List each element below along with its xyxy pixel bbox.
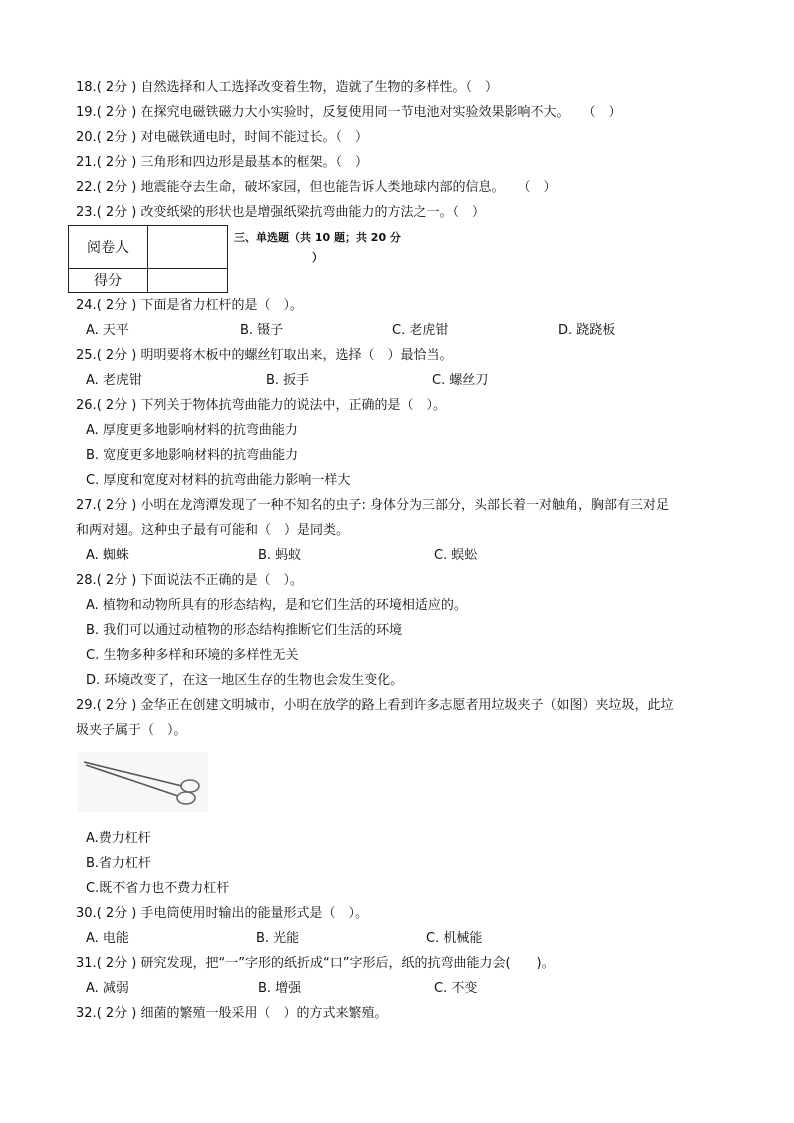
question-31: 31.( 2分 ) 研究发现，把“一”字形的纸折成“口”字形后，纸的抗弯曲能力会( )。 — [76, 956, 555, 971]
score-cell[interactable] — [148, 268, 228, 292]
option-b[interactable]: B. 增强 — [258, 981, 302, 996]
question-27-continued: 和两对翅。这种虫子最有可能和（ ）是同类。 — [76, 523, 350, 538]
option-b[interactable]: B. 镊子 — [240, 323, 284, 338]
score-table — [68, 225, 228, 293]
question-24-options — [86, 322, 766, 340]
option-a[interactable]: A. 蜘蛛 — [86, 548, 129, 563]
question-28-option-d[interactable]: D. 环境改变了，在这一地区生存的生物也会发生变化。 — [86, 673, 404, 688]
section-header: 三、单选题（共 10 题；共 20 分 — [234, 231, 401, 244]
option-c[interactable]: C. 蜈蚣 — [434, 548, 478, 563]
question-18: 18.( 2分 ) 自然选择和人工选择改变着生物，造就了生物的多样性。（ ） — [76, 80, 499, 95]
question-31-options — [86, 980, 766, 998]
option-d[interactable]: D. 跷跷板 — [558, 323, 616, 338]
section-header-close: ） — [312, 251, 323, 264]
question-28-option-b[interactable]: B. 我们可以通过动植物的形态结构推断它们生活的环境 — [86, 623, 403, 638]
option-a[interactable]: A. 电能 — [86, 931, 129, 946]
question-23: 23.( 2分 ) 改变纸梁的形状也是增强纸梁抗弯曲能力的方法之一。（ ） — [76, 205, 486, 220]
question-22: 22.( 2分 ) 地震能夺去生命，破坏家园，但也能告诉人类地球内部的信息。 （ ） — [76, 180, 557, 195]
question-20: 20.( 2分 ) 对电磁铁通电时，时间不能过长。（ ） — [76, 130, 369, 145]
question-30-options — [86, 930, 766, 948]
question-27-options — [86, 547, 766, 565]
question-30: 30.( 2分 ) 手电筒使用时输出的能量形式是（ ）。 — [76, 906, 369, 921]
question-24: 24.( 2分 ) 下面是省力杠杆的是（ ）。 — [76, 298, 304, 313]
question-21: 21.( 2分 ) 三角形和四边形是最基本的框架。（ ） — [76, 155, 369, 170]
option-c[interactable]: C. 机械能 — [426, 931, 483, 946]
option-c[interactable]: C. 不变 — [434, 981, 478, 996]
option-b[interactable]: B. 光能 — [256, 931, 300, 946]
question-26: 26.( 2分 ) 下列关于物体抗弯曲能力的说法中，正确的是（ ）。 — [76, 398, 447, 413]
question-28-option-a[interactable]: A. 植物和动物所具有的形态结构，是和它们生活的环境相适应的。 — [86, 598, 467, 613]
option-a[interactable]: A. 老虎钳 — [86, 373, 142, 388]
question-26-option-c[interactable]: C. 厚度和宽度对材料的抗弯曲能力影响一样大 — [86, 473, 351, 488]
question-29: 29.( 2分 ) 金华正在创建文明城市，小明在放学的路上看到许多志愿者用垃圾夹子（如图）夹垃圾，此垃 — [76, 698, 674, 713]
question-32: 32.( 2分 ) 细菌的繁殖一般采用（ ）的方式来繁殖。 — [76, 1006, 388, 1021]
question-25: 25.( 2分 ) 明明要将木板中的螺丝钉取出来，选择（ ）最恰当。 — [76, 348, 453, 363]
option-a[interactable]: A. 减弱 — [86, 981, 129, 996]
question-19: 19.( 2分 ) 在探究电磁铁磁力大小实验时，反复使用同一节电池对实验效果影响不大。 （ ） — [76, 105, 622, 120]
question-29-option-c[interactable]: C.既不省力也不费力杠杆 — [86, 881, 230, 896]
question-27: 27.( 2分 ) 小明在龙湾潭发现了一种不知名的虫子: 身体分为三部分，头部长着一对触角，胸部有三对足 — [76, 498, 670, 513]
question-26-option-a[interactable]: A. 厚度更多地影响材料的抗弯曲能力 — [86, 423, 298, 438]
question-29-continued: 圾夹子属于（ ）。 — [76, 723, 187, 738]
option-c[interactable]: C. 老虎钳 — [392, 323, 449, 338]
option-b[interactable]: B. 蚂蚁 — [258, 548, 302, 563]
option-a[interactable]: A. 天平 — [86, 323, 129, 338]
question-29-option-b[interactable]: B.省力杠杆 — [86, 856, 152, 871]
question-25-options — [86, 372, 766, 390]
tongs-illustration — [78, 752, 208, 812]
question-26-option-b[interactable]: B. 宽度更多地影响材料的抗弯曲能力 — [86, 448, 299, 463]
question-28-option-c[interactable]: C. 生物多种多样和环境的多样性无关 — [86, 648, 299, 663]
option-c[interactable]: C. 螺丝刀 — [432, 373, 489, 388]
option-b[interactable]: B. 扳手 — [266, 373, 310, 388]
reviewer-label: 阅卷人 — [69, 226, 148, 269]
question-28: 28.( 2分 ) 下面说法不正确的是（ ）。 — [76, 573, 304, 588]
score-label: 得分 — [69, 268, 148, 292]
question-29-option-a[interactable]: A.费力杠杆 — [86, 831, 151, 846]
reviewer-cell[interactable] — [148, 226, 228, 269]
